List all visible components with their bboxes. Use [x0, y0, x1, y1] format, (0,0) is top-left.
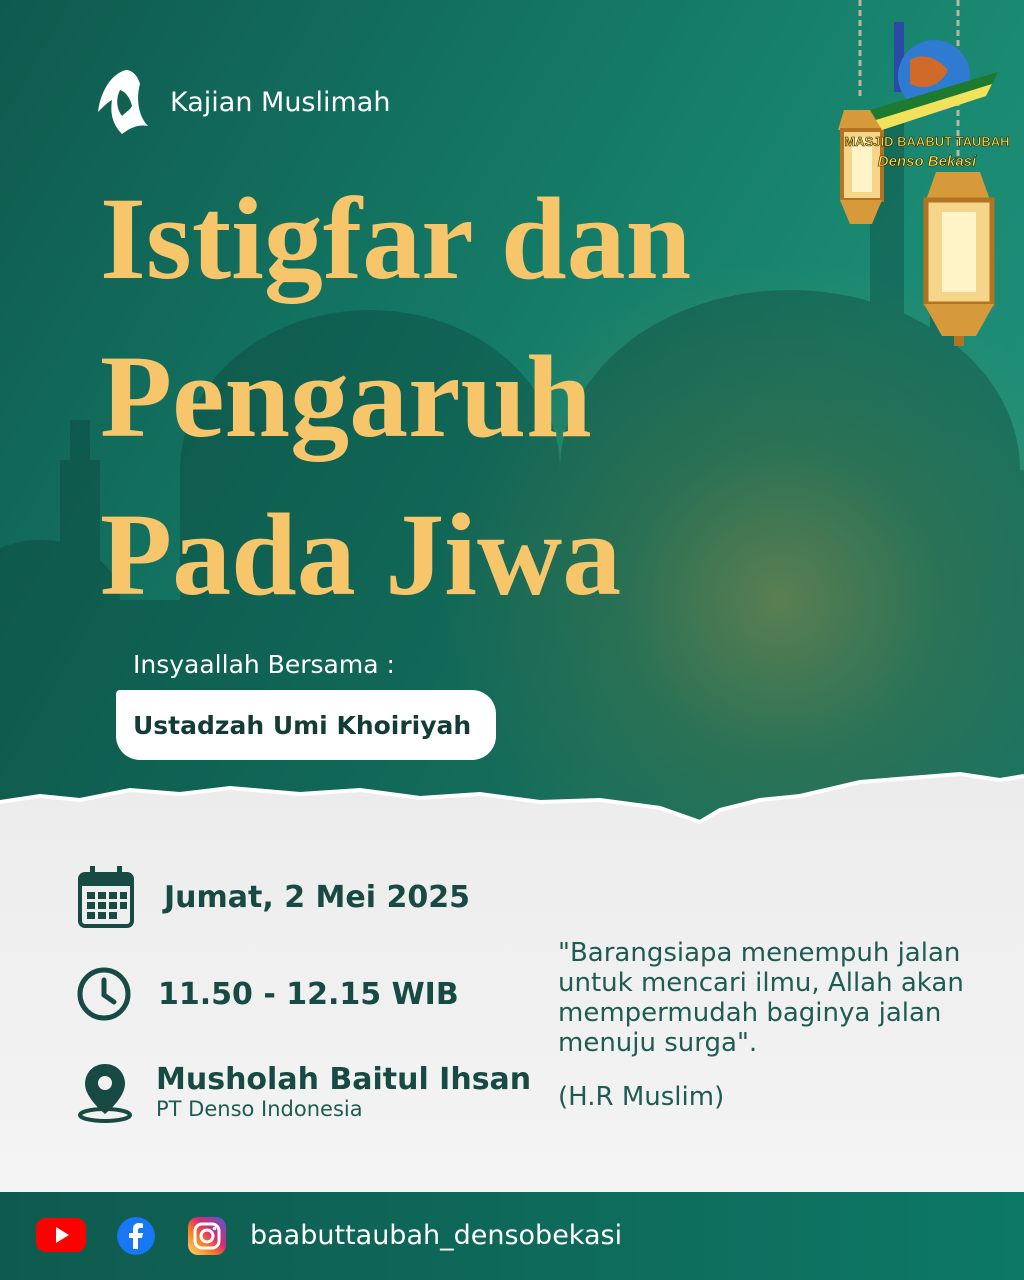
lantern-left-icon	[838, 110, 882, 224]
date-row	[78, 866, 470, 928]
page-title	[100, 160, 691, 634]
time-row	[76, 966, 459, 1022]
youtube-icon[interactable]	[36, 1216, 86, 1254]
event-date: Jumat, 2 Mei 2025	[164, 879, 470, 915]
social-handle[interactable]: baabuttaubah_densobekasi	[250, 1220, 623, 1251]
hadith-quote: "Barangsiapa menempuh jalan untuk mencari ilmu, Allah akan mempermudah baginya jalan menuju surga".	[558, 938, 964, 1058]
facebook-icon[interactable]	[116, 1216, 156, 1256]
brand	[96, 68, 390, 136]
event-time: 11.50 - 12.15 WIB	[158, 976, 459, 1012]
mosque-logo-icon	[870, 22, 998, 130]
lantern-right-icon	[924, 172, 994, 346]
location-pin-icon	[76, 1062, 134, 1124]
event-location-sub: PT Denso Indonesia	[156, 1097, 363, 1121]
location-row	[76, 1062, 531, 1124]
clock-icon	[76, 966, 132, 1022]
instagram-icon[interactable]	[187, 1216, 227, 1256]
series-label: Kajian Muslimah	[170, 86, 391, 118]
title-line-3: Pada Jiwa	[100, 489, 622, 620]
calendar-icon	[78, 866, 134, 928]
speaker-badge	[116, 690, 496, 760]
hadith-source: (H.R Muslim)	[558, 1082, 725, 1112]
event-location: Musholah Baitul Ihsan	[156, 1062, 532, 1097]
speaker-name: Ustadzah Umi Khoiriyah	[133, 710, 472, 740]
location-block	[156, 1062, 531, 1121]
title-line-1: Istigfar dan	[100, 173, 692, 304]
title-line-2: Pengaruh	[100, 331, 592, 462]
speaker-label: Insyaallah Bersama :	[133, 650, 395, 679]
logo-text-line1: MASJID BAABUT TAUBAH	[844, 134, 1010, 149]
logo-text-line2: Denso Bekasi	[877, 153, 977, 170]
lanterns-logo-cluster	[830, 0, 1024, 360]
hijab-woman-icon	[96, 68, 150, 136]
